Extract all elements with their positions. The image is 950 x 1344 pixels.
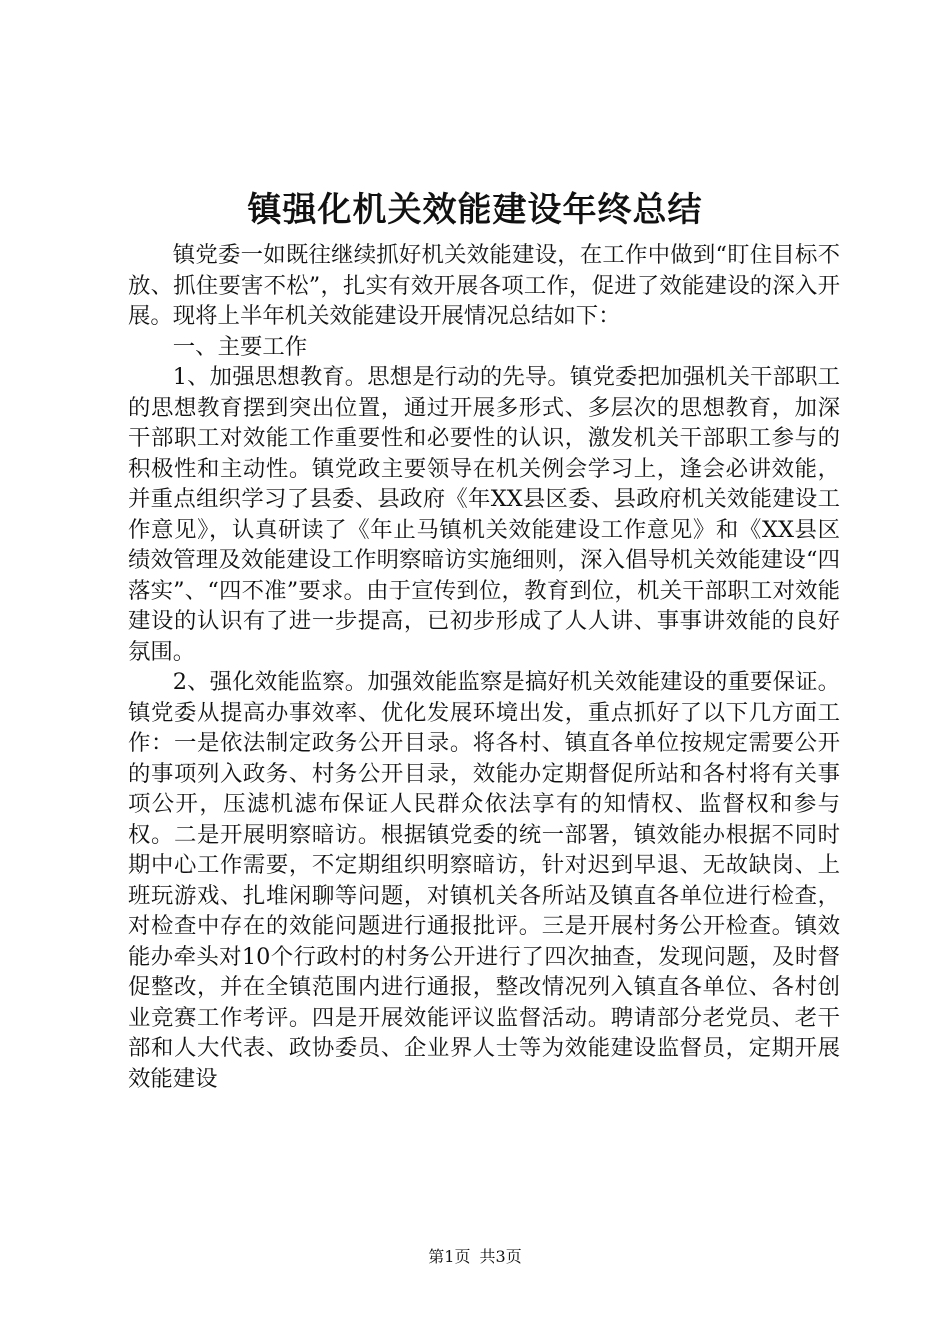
document-title: 镇强化机关效能建设年终总结 [247,190,703,230]
intro-paragraph: 镇党委一如既往继续抓好机关效能建设，在工作中做到“盯住目标不放、抓住要害不松”，扎实有效开展各项工作，促进了效能建设的深入开展。现将上半年机关效能建设开展情况总结如下： [128,242,840,329]
page-footer: 第1页 共3页 [428,1247,522,1266]
body-paragraph: 1、加强思想教育。思想是行动的先导。镇党委把加强机关干部职工的思想教育摆到突出位置，通过开展多形式、多层次的思想教育，加深干部职工对效能工作重要性和必要性的认识，激发机关干部职工参与的积极性和主动性。镇党政主要领导在机关例会学习上，逢会必讲效能，并重点组织学习了县委、县政府《年XX县区委、县政府机关效能建设工作意见》，认真研读了《年止马镇机关效能建设工作意见》和《XX县区绩效管理及效能建设工作明察暗访实施细则，深入倡导机关效能建设“四落实”、“四不准”要求。由于宣传到位，教育到位，机关干部职工对效能建设的认识有了进一步提高，已初步形成了人人讲、事事讲效能的良好氛围。 [128,364,840,665]
body-paragraph: 2、强化效能监察。加强效能监察是搞好机关效能建设的重要保证。镇党委从提高办事效率、优化发展环境出发，重点抓好了以下几方面工作：一是依法制定政务公开目录。将各村、镇直各单位按规定需要公开的事项列入政务、村务公开目录，效能办定期督促所站和各村将有关事项公开，压滤机滤布保证人民群众依法享有的知情权、监督权和参与权。二是开展明察暗访。根据镇党委的统一部署，镇效能办根据不同时期中心工作需要，不定期组织明察暗访，针对迟到早退、无故缺岗、上班玩游戏、扎堆闲聊等问题，对镇机关各所站及镇直各单位进行检查，对检查中存在的效能问题进行通报批评。三是开展村务公开检查。镇效能办牵头对10个行政村的村务公开进行了四次抽查，发现问题，及时督促整改，并在全镇范围内进行通报，整改情况列入镇直各单位、各村创业竞赛工作考评。四是开展效能评议监督活动。聘请部分老党员、老干部和人大代表、政协委员、企业界人士等为效能建设监督员，定期开展效能建设 [128,669,840,1092]
document-body [128,240,840,1094]
section-heading: 一、主要工作 [172,333,308,360]
